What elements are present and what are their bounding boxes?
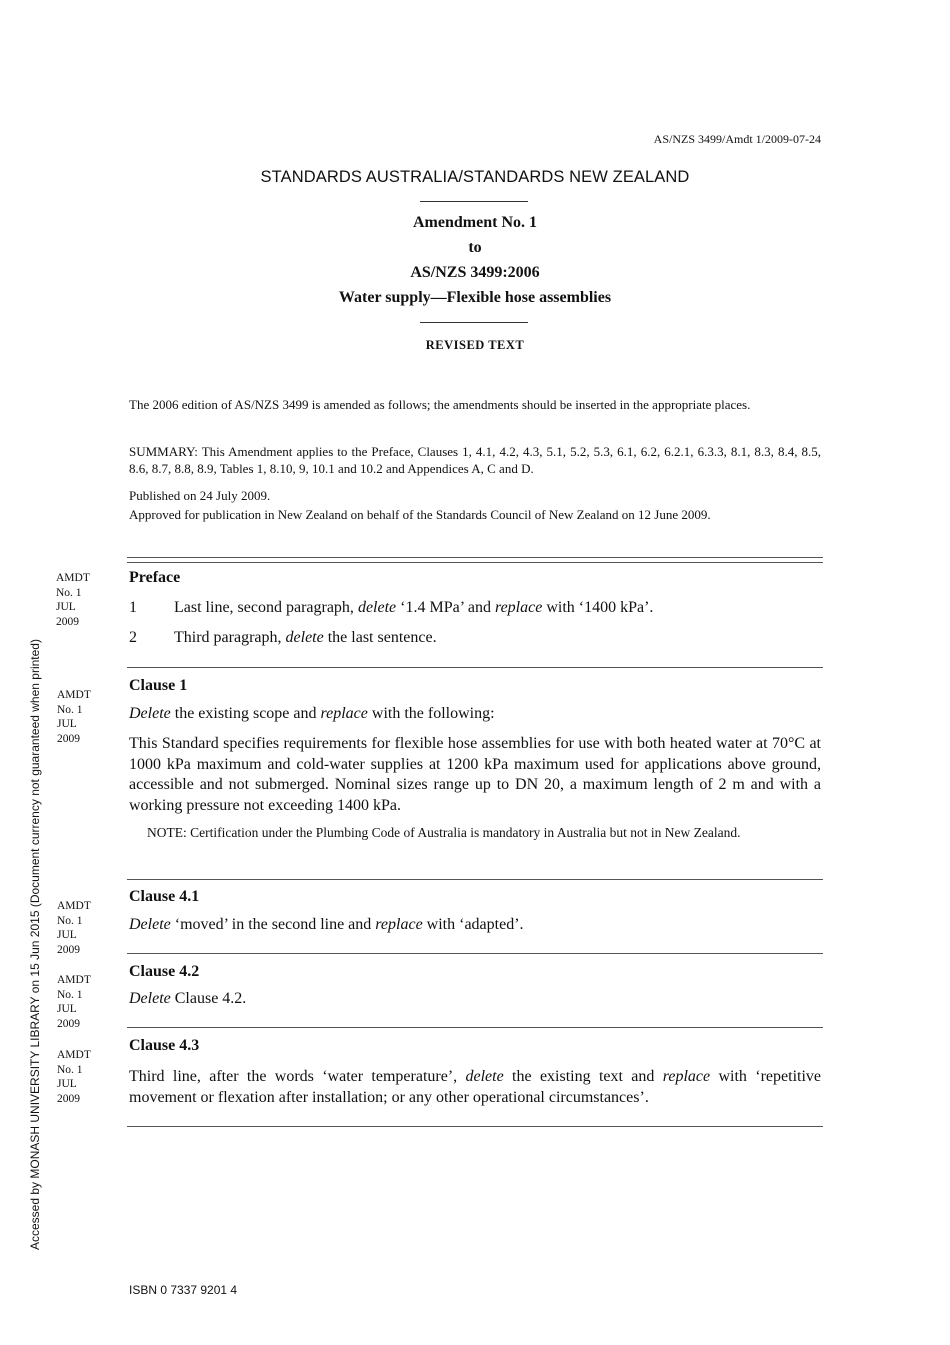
- clause-4-3-text: [129, 1067, 821, 1108]
- clause-1-note: NOTE: Certification under the Plumbing Code of Australia is mandatory in Australia but not in New Zealand.: [147, 825, 741, 840]
- replace-word: replace: [320, 705, 368, 722]
- instruction-text: the existing scope and: [170, 705, 321, 722]
- amdt-marker: [57, 1048, 117, 1106]
- delete-word: Delete: [129, 990, 171, 1007]
- delete-word: Delete: [129, 705, 171, 722]
- clause-1-instruction: [129, 704, 821, 725]
- amdt-number: No. 1: [57, 988, 83, 1001]
- amdt-label: AMDT: [56, 572, 90, 584]
- organisation-name: STANDARDS AUSTRALIA/STANDARDS NEW ZEALAND: [260, 168, 690, 186]
- section-rule: [127, 1027, 823, 1028]
- item-number: 1: [129, 599, 137, 616]
- delete-word: delete: [357, 599, 397, 616]
- amdt-marker: [57, 899, 117, 957]
- amdt-marker: [56, 571, 116, 629]
- instruction-text: Clause 4.2.: [170, 990, 247, 1007]
- item-text: Last line, second paragraph,: [174, 599, 358, 616]
- amdt-year: 2009: [57, 1092, 80, 1105]
- amdt-number: No. 1: [57, 703, 83, 716]
- amdt-year: 2009: [57, 732, 80, 745]
- clause-4-1-text: [129, 915, 821, 936]
- instruction-text: with ‘repetitive movement or flexation after installation; or any other operational circumstances’.: [129, 1068, 821, 1106]
- instruction-text: ‘moved’ in the second line and: [170, 916, 376, 933]
- amdt-number: No. 1: [57, 1063, 83, 1076]
- standard-number: AS/NZS 3499:2006: [410, 264, 540, 281]
- amdt-number: No. 1: [57, 914, 83, 927]
- amendment-title: Amendment No. 1: [413, 214, 537, 231]
- title-rule-top: [420, 201, 528, 202]
- delete-word: Delete: [129, 916, 171, 933]
- standard-title: Water supply—Flexible hose assemblies: [338, 289, 612, 306]
- published-date: Published on 24 July 2009.: [129, 488, 271, 503]
- access-watermark-note: Accessed by MONASH UNIVERSITY LIBRARY on 15 Jun 2015 (Document currency not guaranteed when printed): [28, 639, 42, 1250]
- preface-item-1: [129, 598, 821, 619]
- amdt-month: JUL: [57, 1078, 77, 1090]
- amdt-label: AMDT: [57, 900, 91, 912]
- preface-item-2: [129, 628, 821, 649]
- document-reference: AS/NZS 3499/Amdt 1/2009-07-24: [653, 132, 821, 146]
- amdt-marker: [57, 688, 117, 746]
- instruction-text: the existing text and: [503, 1068, 663, 1085]
- amdt-label: AMDT: [57, 974, 91, 986]
- item-number: 2: [129, 629, 137, 646]
- item-text: Third paragraph,: [174, 629, 286, 646]
- replace-word: replace: [375, 916, 423, 933]
- amdt-marker: [57, 973, 117, 1031]
- clause-4-2-heading: Clause 4.2: [129, 963, 200, 980]
- revised-text-label: REVISED TEXT: [425, 338, 525, 352]
- approval-statement: Approved for publication in New Zealand on behalf of the Standards Council of New Zealand on 12 June 2009.: [129, 507, 711, 522]
- section-rule: [127, 879, 823, 880]
- item-text: ‘1.4 MPa’ and: [396, 599, 495, 616]
- title-to: to: [468, 239, 482, 256]
- clause-4-1-heading: Clause 4.1: [129, 888, 200, 905]
- section-rule: [127, 1126, 823, 1127]
- amdt-label: AMDT: [57, 1049, 91, 1061]
- isbn: ISBN 0 7337 9201 4: [129, 1283, 238, 1297]
- intro-paragraph: The 2006 edition of AS/NZS 3499 is amended as follows; the amendments should be inserted in the appropriate places.: [129, 397, 751, 412]
- amdt-month: JUL: [57, 929, 77, 941]
- replace-word: replace: [494, 599, 543, 616]
- amdt-number: No. 1: [56, 586, 82, 599]
- amdt-month: JUL: [57, 718, 77, 730]
- replace-word: replace: [662, 1068, 711, 1085]
- clause-4-3-heading: Clause 4.3: [129, 1037, 200, 1054]
- amdt-label: AMDT: [57, 689, 91, 701]
- instruction-text: Third line, after the words ‘water temperature’,: [129, 1068, 466, 1085]
- amdt-year: 2009: [57, 943, 80, 956]
- title-rule-bottom: [420, 322, 528, 323]
- amdt-year: 2009: [56, 615, 79, 628]
- clause-1-heading: Clause 1: [129, 677, 188, 694]
- amdt-month: JUL: [56, 601, 76, 613]
- section-rule: [127, 953, 823, 954]
- amdt-year: 2009: [57, 1017, 80, 1030]
- instruction-text: with the following:: [367, 705, 495, 722]
- item-text: the last sentence.: [323, 629, 437, 646]
- summary-paragraph: SUMMARY: This Amendment applies to the Preface, Clauses 1, 4.1, 4.2, 4.3, 5.1, 5.2, 5.3, 6.1, 6.2, 6.2.1, 6.3.3, 8.1, 8.3, 8.4, 8.5, 8.6, 8.7, 8.8, 8.9, Tables 1, 8.10, 9, 10.1 and 10.2 and Appendices A, C and D.: [129, 444, 821, 476]
- delete-word: delete: [285, 629, 324, 646]
- amdt-month: JUL: [57, 1003, 77, 1015]
- clause-1-scope-text: This Standard specifies requirements for flexible hose assemblies for use with both heated water at 70°C at 1000 kPa maximum and cold-water supplies at 1200 kPa maximum used for applications above ground, accessible and not submerged. Nominal sizes range up to DN 20, a maximum length of 2 m and with a working pressure not exceeding 1400 kPa.: [129, 735, 821, 814]
- item-text: with ‘1400 kPa’.: [542, 599, 654, 616]
- instruction-text: with ‘adapted’.: [422, 916, 524, 933]
- section-double-rule: [127, 557, 823, 563]
- preface-heading: Preface: [129, 569, 181, 586]
- delete-word: delete: [465, 1068, 504, 1085]
- clause-4-2-text: [129, 989, 821, 1010]
- section-rule: [127, 667, 823, 668]
